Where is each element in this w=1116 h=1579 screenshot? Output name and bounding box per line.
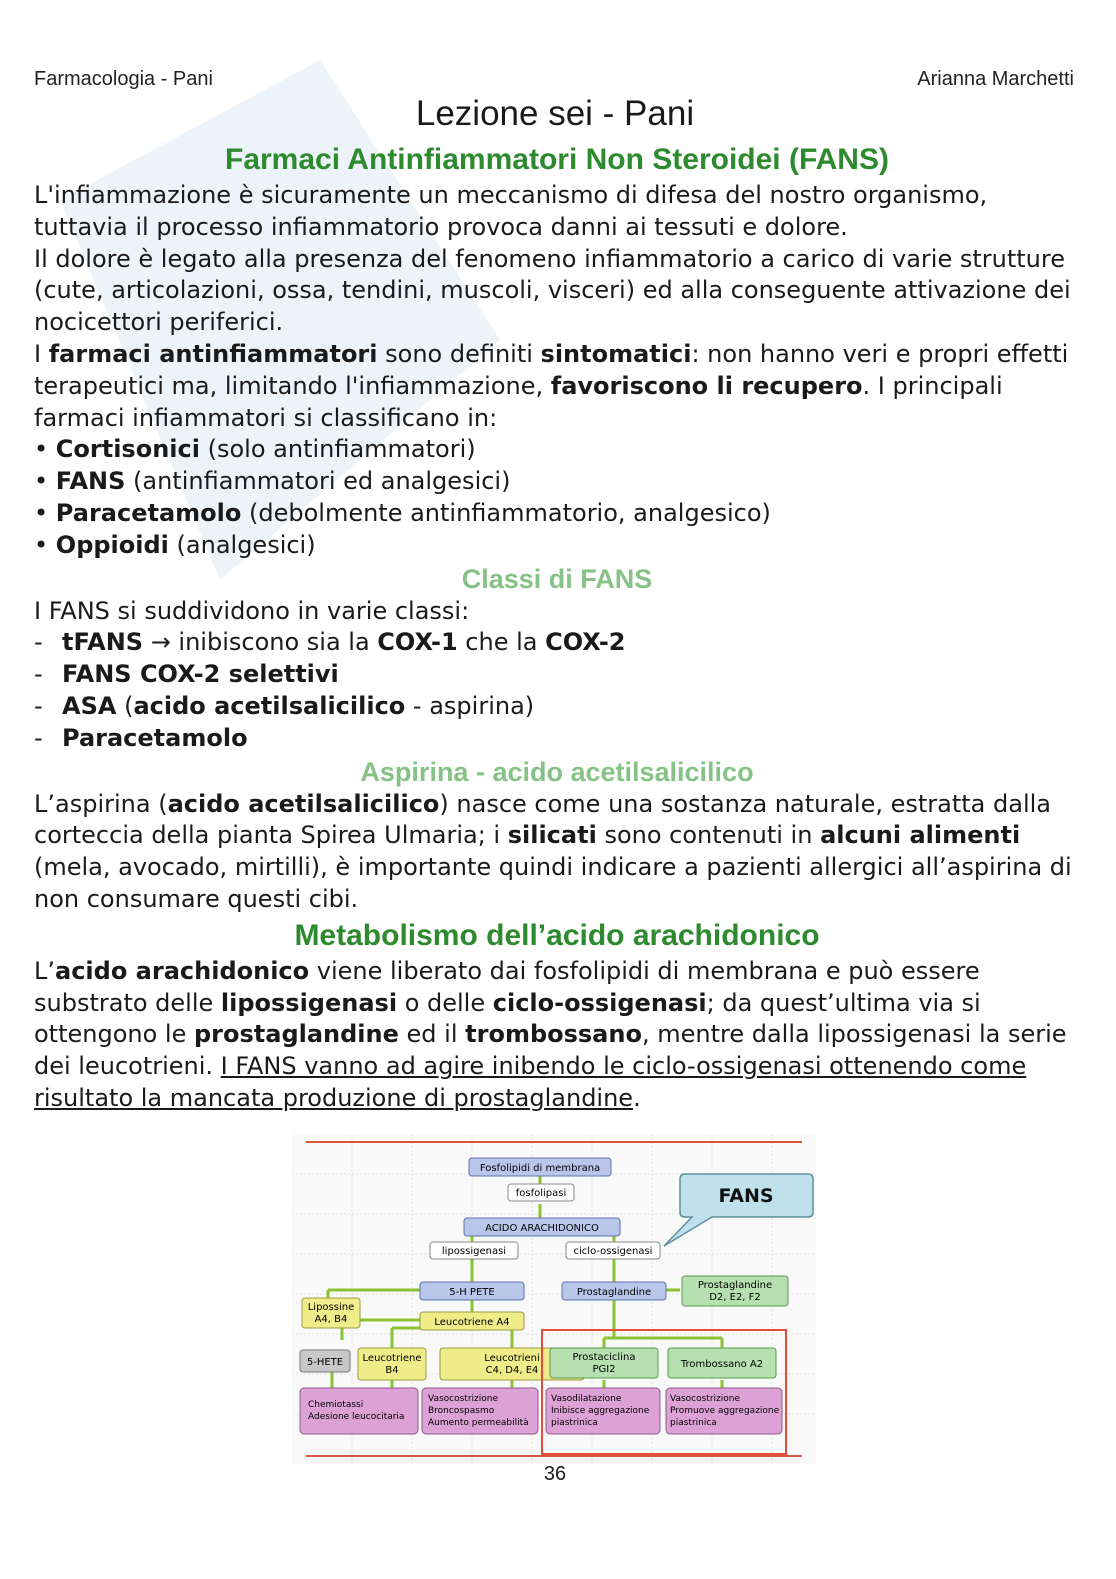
box-prostaglandine-d2: Prostaglandine — [697, 1280, 773, 1291]
paragraph-anti-inflammatory: I farmaci antinfiammatori sono definiti sintomatici: non hanno veri e propri effetti terapeutici ma, limitando l'infiammazione, favoriscono li recupero. I principali farmaci infiammatori si classificano in: — [34, 339, 1069, 432]
effect-permeabilita: Aumento permeabilità — [428, 1418, 529, 1428]
box-prostaglandine-d2-sub: D2, E2, F2 — [709, 1292, 761, 1303]
box-leucotriene-a4: Leucotriene A4 — [434, 1317, 510, 1328]
box-fosfolipasi: fosfolipasi — [515, 1188, 567, 1199]
document-body — [34, 140, 1080, 1115]
box-5-hpete: 5-H PETE — [449, 1287, 495, 1298]
list-item: - FANS COX-2 selettivi — [34, 660, 339, 689]
box-lipossine-sub: A4, B4 — [314, 1314, 348, 1325]
paragraph-aspirin: L’aspirina (acido acetilsalicilico) nasce come una sostanza naturale, estratta dalla corteccia della pianta Spirea Ulmaria; i silicati sono contenuti in alcuni alimenti (mela, avocado, mirtilli), è importante quindi indicare a pazienti allergici all’aspirina di non consumare questi cibi. — [34, 789, 1072, 913]
effect-chemiotassi: Chemiotassi — [308, 1400, 364, 1410]
box-ciclo-ossigenasi: ciclo-ossigenasi — [573, 1246, 653, 1257]
paragraph-pain: Il dolore è legato alla presenza del fenomeno infiammatorio a carico di varie strutture (cute, articolazioni, ossa, tendini, muscoli, visceri) ed alla conseguente attivazione dei nocicettori periferici. — [34, 244, 1071, 337]
effect-vasocostrizione: Vasocostrizione — [428, 1394, 499, 1404]
effect-broncospasmo: Broncospasmo — [428, 1406, 495, 1416]
paragraph-classes-intro: I FANS si suddividono in varie classi: — [34, 596, 470, 625]
list-item: • Paracetamolo (debolmente antinfiammatorio, analgesico) — [34, 498, 771, 527]
list-item: - tFANS → inibiscono sia la COX-1 che la COX-2 — [34, 628, 626, 657]
effect-inibisce: Inibisce aggregazione — [551, 1406, 650, 1416]
box-lipossigenasi: lipossigenasi — [441, 1246, 507, 1257]
page-title: Lezione sei - Pani — [415, 94, 695, 133]
arachidonic-acid-diagram — [292, 1134, 816, 1464]
box-prostaciclina: Prostaciclina — [572, 1352, 636, 1363]
box-leucotrieni-sub: C4, D4, E4 — [485, 1365, 539, 1376]
list-item: • Cortisonici (solo antinfiammatori) — [34, 435, 476, 464]
header-course: Farmacologia - Pani — [34, 68, 213, 90]
box-trombossano: Trombossano A2 — [680, 1359, 764, 1370]
section-heading-metabolism: Metabolismo dell’acido arachidonico — [294, 918, 820, 952]
effect-promuove: Promuove aggregazione — [670, 1406, 780, 1416]
effect-vasocostrizione-2: Vasocostrizione — [670, 1394, 741, 1404]
page-number: 36 — [543, 1463, 567, 1485]
fans-callout-label: FANS — [718, 1185, 774, 1207]
box-acido-arachidonico: ACIDO ARACHIDONICO — [485, 1223, 599, 1234]
section-heading-classes: Classi di FANS — [461, 563, 653, 594]
list-item: • FANS (antinfiammatori ed analgesici) — [34, 467, 511, 496]
box-prostaglandine: Prostaglandine — [576, 1287, 652, 1298]
list-item: - ASA (acido acetilsalicilico - aspirina) — [34, 691, 535, 720]
box-lipossine: Lipossine — [307, 1302, 355, 1313]
effect-piastrinica-2: piastrinica — [670, 1418, 717, 1428]
effect-piastrinica-1: piastrinica — [551, 1418, 598, 1428]
section-heading-aspirin: Aspirina - acido acetilsalicilico — [360, 756, 754, 787]
box-prostaciclina-sub: PGI2 — [592, 1364, 616, 1375]
header-author: Arianna Marchetti — [917, 68, 1074, 90]
box-leucotriene-b4: Leucotriene — [362, 1353, 422, 1364]
paragraph-inflammation: L'infiammazione è sicuramente un meccanismo di difesa del nostro organismo, tuttavia il processo infiammatorio provoca danni ai tessuti e dolore. — [34, 181, 988, 241]
effect-vasodilatazione: Vasodilatazione — [551, 1394, 622, 1404]
list-item: - Paracetamolo — [34, 723, 248, 752]
box-fosfolipidi: Fosfolipidi di membrana — [479, 1163, 601, 1174]
list-item: • Oppioidi (analgesici) — [34, 530, 316, 559]
box-5-hete: 5-HETE — [306, 1357, 344, 1368]
box-leucotrieni: Leucotrieni — [484, 1353, 540, 1364]
effect-adesione: Adesione leucocitaria — [308, 1412, 405, 1422]
box-leucotriene-b4-sub: B4 — [385, 1365, 399, 1376]
section-heading-fans: Farmaci Antinfiammatori Non Steroidei (FANS) — [225, 143, 889, 176]
paragraph-metabolism: L’acido arachidonico viene liberato dai fosfolipidi di membrana e può essere substrato delle lipossigenasi o delle ciclo-ossigenasi; da quest’ultima via si ottengono le prostaglandine ed il trombossano, mentre dalla lipossigenasi la serie dei leucotrieni. I FANS vanno ad agire inibendo le ciclo-ossigenasi ottenendo come risultato la mancata produzione di prostaglandine. — [34, 956, 1067, 1112]
